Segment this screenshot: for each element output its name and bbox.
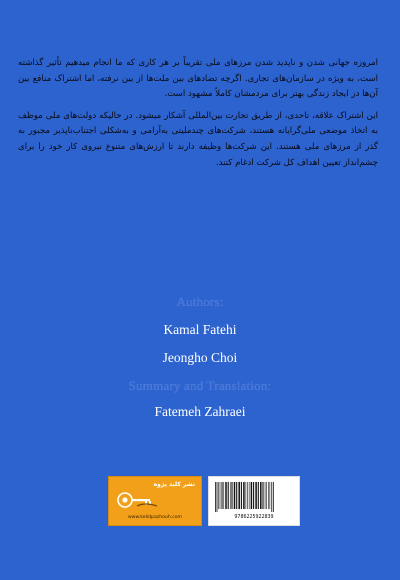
isbn-barcode (208, 476, 300, 526)
barcode-bar (266, 482, 267, 509)
barcode-bar (230, 482, 231, 509)
barcode-bar (217, 482, 218, 512)
barcode-bar (243, 482, 245, 509)
barcode-bar (220, 482, 221, 509)
barcode-bar (260, 482, 262, 509)
barcode-bar (273, 482, 274, 512)
barcode-bar (225, 482, 227, 509)
barcode-bar (253, 482, 254, 509)
blurb-paragraph-2: این اشتراک علاقه، تاحدی، از طریق تجارت بین‌المللی آشکار میشود. در حالیکه دولت‌های ملی موظف به اتخاذ موضعی ملی‌گرایانه هستند، شرکت‌های چندملیتی به‌آرامی و به‌شکلی اجتناب‌ناپذیر مجبور به گذر از مرزهای ملی هستند. این شرکت‌ها وظیفه دارند تا ارزش‌های متنوع نیروی کار خود را برای چشم‌انداز تعیین اهداف کل شرکت ادغام کنند. (18, 110, 378, 168)
barcode-bar (270, 482, 271, 509)
barcode-bar (228, 482, 229, 509)
translator-name: Fatemeh Zahraei (154, 404, 246, 419)
barcode-bar (238, 482, 240, 509)
barcode-bar (262, 482, 263, 509)
barcode-bar (268, 482, 269, 509)
isbn-number: 9786225922839 (234, 514, 274, 520)
barcode-bar (265, 482, 266, 509)
barcode-bar (249, 482, 250, 509)
blurb-paragraph-1: امروزه جهانی شدن و ناپدید شدن مرزهای ملی تقریباً بر هر کاری که ما انجام میدهیم تأثیر گذاشته است، به ویژه در سازمان‌های تجاری. اگرچه تضادهای بین ملت‌ها از بین نرفته، اما اشتراک منافع بین آن‌ها در ایجاد زندگی بهتر برای مردمشان کاملاً مشهود است. (18, 58, 378, 100)
barcode-bar (251, 482, 253, 509)
key-book-logo-icon (115, 489, 161, 511)
publisher-name: نشر کلید پژوه (153, 481, 195, 488)
barcode-bar (241, 482, 242, 509)
authors-label: Authors: (176, 294, 224, 309)
persian-blurb (18, 56, 378, 177)
barcode-bar (246, 482, 247, 509)
barcode-icon (214, 482, 294, 512)
barcode-bar (271, 482, 272, 512)
barcode-bar (247, 482, 248, 509)
barcode-bar (258, 482, 259, 509)
barcode-bar (222, 482, 223, 509)
summary-translation-label: Summary and Translation: (128, 378, 272, 393)
publisher-logo-box (108, 476, 202, 526)
author-name-2: Jeongho Choi (162, 350, 238, 365)
barcode-bar (255, 482, 257, 509)
barcode-bar (218, 482, 219, 509)
publisher-url: www.kelidpazhouh.com (127, 515, 183, 520)
barcode-bar (234, 482, 236, 509)
barcode-bar (215, 482, 216, 512)
author-name-1: Kamal Fatehi (163, 322, 237, 337)
barcode-bar (231, 482, 232, 509)
barcode-bar (236, 482, 237, 509)
barcode-bar (223, 482, 224, 509)
